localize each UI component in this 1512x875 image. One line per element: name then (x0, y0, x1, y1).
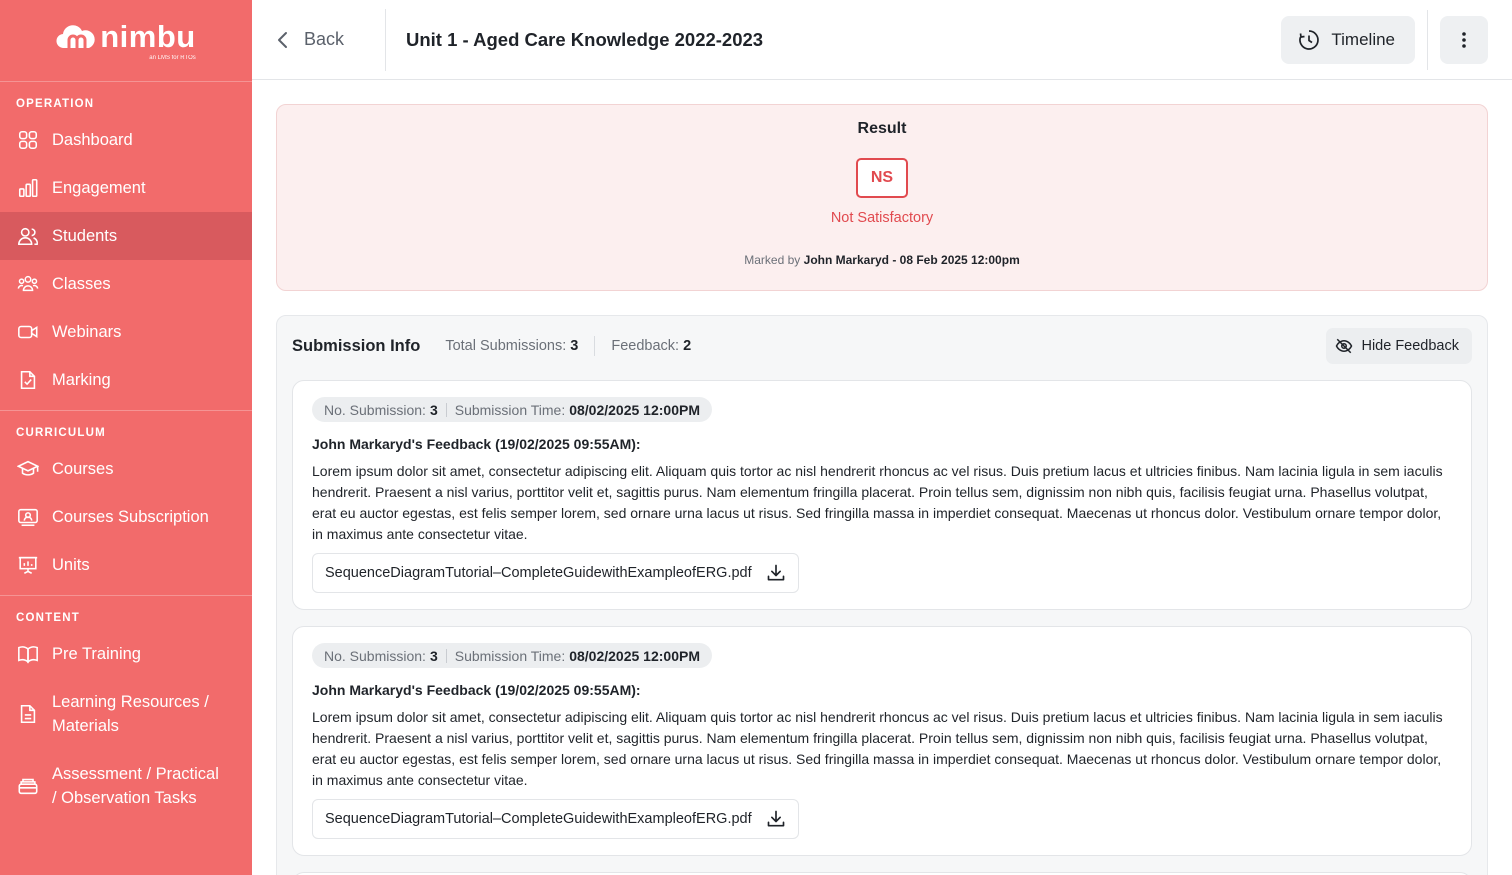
submission-time-value: 08/02/2025 12:00PM (569, 647, 700, 664)
pill-divider (446, 649, 447, 663)
hide-feedback-label: Hide Feedback (1361, 338, 1459, 354)
result-title: Result (857, 120, 907, 137)
brand-name: nimbu (100, 18, 196, 54)
grid-icon (16, 128, 40, 152)
submission-info-title: Submission Info (292, 336, 421, 355)
document-icon (16, 702, 40, 726)
stack-icon (16, 774, 40, 798)
sidebar-item-students[interactable] (0, 212, 252, 260)
header-divider (1427, 10, 1428, 70)
submission-time-label: Submission Time: (454, 647, 566, 664)
video-icon (16, 320, 40, 344)
total-submissions (445, 338, 578, 354)
sidebar-item-label: Units (52, 556, 90, 574)
clock-history-icon (1297, 28, 1321, 52)
submission-meta (312, 643, 712, 668)
result-panel (276, 104, 1488, 291)
eye-off-icon (1335, 337, 1353, 355)
pill-divider (446, 403, 447, 417)
attachment-file-name: SequenceDiagramTutorial–CompleteGuidewithExampleofERG.pdf (325, 811, 752, 827)
submission-number-value: 3 (429, 647, 438, 664)
nav-section-operation (0, 82, 252, 411)
back-button[interactable] (252, 9, 386, 71)
submission-number-label: No. Submission: (324, 401, 426, 418)
nav-section-content (0, 596, 252, 828)
sidebar-item-dashboard[interactable] (0, 116, 252, 164)
sidebar-item-label: Webinars (52, 323, 122, 341)
total-submissions-value: 3 (570, 338, 579, 354)
sidebar-item-courses[interactable] (0, 445, 252, 493)
submission-card (292, 380, 1472, 610)
brand-tagline: an LMS for RTOs (149, 54, 196, 61)
marked-by-prefix: Marked by (744, 253, 801, 267)
sidebar-item-label: Courses (52, 460, 114, 478)
timeline-button[interactable] (1281, 16, 1415, 64)
submission-time-label: Submission Time: (454, 401, 566, 418)
download-icon[interactable] (766, 563, 786, 583)
sidebar-item-learning-resources[interactable] (0, 678, 252, 750)
section-title: CONTENT (16, 612, 80, 624)
sidebar (0, 0, 252, 875)
book-icon (16, 642, 40, 666)
sidebar-item-units[interactable] (0, 541, 252, 589)
download-icon[interactable] (766, 809, 786, 829)
submission-card (292, 626, 1472, 856)
logo[interactable] (56, 18, 196, 61)
sidebar-item-label: Assessment / Practical / Observation Tasks (52, 765, 219, 807)
presentation-icon (16, 553, 40, 577)
sidebar-item-assessment-tasks[interactable] (0, 750, 252, 822)
sidebar-item-label: Classes (52, 275, 111, 293)
brand (0, 0, 252, 82)
top-bar (252, 0, 1512, 80)
sidebar-item-label: Pre Training (52, 645, 141, 663)
sidebar-item-label: Engagement (52, 179, 146, 197)
feedback-text: Lorem ipsum dolor sit amet, consectetur adipiscing elit. Aliquam quis tortor ac nisl hendrerit rhoncus ac vel risus. Duis pretium lacus et ultricies finibus. Nam lacinia ligula in sem iaculis hendrerit. Praesent a nisl varius, porttitor velit et, sagittis purus. Nam elementum fringilla placerat. Proin tellus sem, dignissim non nibh quis, facilisis feugiat urna. Phasellus volutpat, erat eu auctor egestas, est felis semper lorem, sed ornare urna lacus ut risus. Sed fringilla massa in imperdiet consequat. Maecenas ut rhoncus dolor. Vestibulum ornare tempor dolor, in maximus ante consectetur vitae. (312, 709, 1443, 788)
section-title: CURRICULUM (16, 427, 106, 439)
sidebar-item-pre-training[interactable] (0, 630, 252, 678)
back-label: Back (304, 29, 345, 49)
chevron-left-icon (276, 30, 290, 50)
sidebar-item-label: Students (52, 227, 118, 245)
sidebar-item-classes[interactable] (0, 260, 252, 308)
sidebar-item-label: Learning Resources / Materials (52, 693, 209, 735)
feedback-count-value: 2 (683, 338, 692, 354)
attachment-file[interactable] (312, 799, 799, 839)
sidebar-item-courses-subscription[interactable] (0, 493, 252, 541)
feedback-title: John Markaryd's Feedback (19/02/2025 09:55AM): (312, 436, 641, 452)
stat-divider (594, 336, 595, 356)
page-title: Unit 1 - Aged Care Knowledge 2022-2023 (406, 28, 764, 50)
sidebar-item-label: Courses Subscription (52, 508, 209, 526)
section-title: OPERATION (16, 98, 95, 110)
feedback-count-label: Feedback: (611, 338, 680, 354)
more-vertical-icon (1461, 30, 1467, 50)
result-badge: NS (856, 158, 908, 198)
marked-by (277, 253, 1487, 267)
submission-meta (312, 397, 712, 422)
submission-number-label: No. Submission: (324, 647, 426, 664)
submission-number-value: 3 (429, 401, 438, 418)
submission-time-value: 08/02/2025 12:00PM (569, 401, 700, 418)
more-options-button[interactable] (1440, 16, 1488, 64)
submission-info-panel (276, 315, 1488, 875)
hide-feedback-button[interactable] (1326, 328, 1472, 364)
cloud-logo-icon (56, 23, 96, 49)
attachment-file-name: SequenceDiagramTutorial–CompleteGuidewithExampleofERG.pdf (325, 565, 752, 581)
timeline-label: Timeline (1331, 29, 1395, 49)
users-icon (16, 224, 40, 248)
sidebar-item-engagement[interactable] (0, 164, 252, 212)
bar-chart-icon (16, 176, 40, 200)
graduation-cap-icon (16, 457, 40, 481)
feedback-title: John Markaryd's Feedback (19/02/2025 09:55AM): (312, 682, 641, 698)
attachment-file[interactable] (312, 553, 799, 593)
sidebar-item-label: Dashboard (52, 131, 133, 149)
feedback-text: Lorem ipsum dolor sit amet, consectetur adipiscing elit. Aliquam quis tortor ac nisl hendrerit rhoncus ac vel risus. Duis pretium lacus et ultricies finibus. Nam lacinia ligula in sem iaculis hendrerit. Praesent a nisl varius, porttitor velit et, sagittis purus. Nam elementum fringilla placerat. Proin tellus sem, dignissim non nibh quis, facilisis feugiat urna. Phasellus volutpat, erat eu auctor egestas, est felis semper lorem, sed ornare urna lacus ut risus. Sed fringilla massa in imperdiet consequat. Maecenas ut rhoncus dolor. Vestibulum ornare tempor dolor, in maximus ante consectetur vitae. (312, 463, 1443, 542)
submission-info-header (277, 316, 1487, 376)
file-check-icon (16, 368, 40, 392)
sidebar-item-webinars[interactable] (0, 308, 252, 356)
subscription-icon (16, 505, 40, 529)
main-content (252, 80, 1512, 875)
result-status: Not Satisfactory (830, 210, 934, 226)
nav-section-curriculum (0, 411, 252, 596)
total-submissions-label: Total Submissions: (445, 338, 567, 354)
marked-by-value: John Markaryd - 08 Feb 2025 12:00pm (803, 253, 1020, 267)
sidebar-item-marking[interactable] (0, 356, 252, 404)
feedback-count (611, 338, 691, 354)
group-icon (16, 272, 40, 296)
sidebar-item-label: Marking (52, 371, 111, 389)
